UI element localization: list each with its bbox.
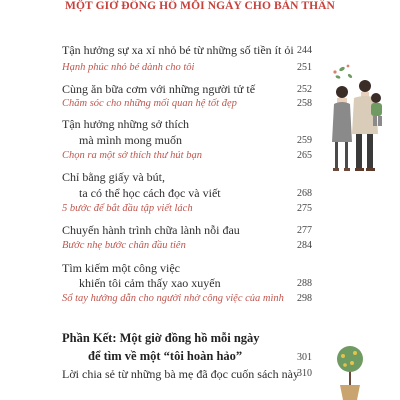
toc-page-number: 288 — [297, 278, 312, 289]
epilogue-title-continued[interactable]: để tìm về một “tôi hoàn hảo” — [88, 349, 243, 363]
woman-figure — [332, 86, 352, 171]
family-illustration — [322, 62, 392, 180]
toc-entry-subtitle[interactable]: Bước nhẹ bước chân đầu tiên — [62, 240, 186, 251]
toc-page-number: 265 — [297, 150, 312, 161]
page-header: MỘT GIỜ ĐỒNG HỒ MỖI NGÀY CHO BẢN THÂN — [65, 0, 335, 12]
flower-icon — [347, 65, 350, 68]
toc-entry-title-continued[interactable]: ta có thể học cách đọc và viết — [79, 186, 221, 200]
flower-icon — [333, 70, 336, 73]
toc-entry-title[interactable]: Cùng ăn bữa cơm với những người tử tế — [62, 82, 256, 96]
toc-page-number: 310 — [297, 368, 312, 379]
toc-entry-title[interactable]: Chuyến hành trình chữa lành nỗi đau — [62, 223, 240, 237]
toc-entry-subtitle[interactable]: 5 bước để bắt đầu tập viết lách — [62, 203, 193, 214]
toc-page-number: 259 — [297, 135, 312, 146]
fruit-icon — [343, 363, 347, 367]
toc-entry-title[interactable]: Tìm kiếm một công việc — [62, 261, 180, 275]
toc-entry-title[interactable]: Tận hưởng sự xa xỉ nhỏ bé từ những số tiền ít ỏi — [62, 43, 294, 57]
toc-page-number: 258 — [297, 98, 312, 109]
toc-entry-subtitle[interactable]: Chọn ra một sở thích thư hút bạn — [62, 150, 202, 161]
toc-page-number: 268 — [297, 188, 312, 199]
afterword-title[interactable]: Lời chia sẻ từ những bà mẹ đã đọc cuốn sách này — [62, 367, 299, 381]
foliage-icon — [337, 346, 363, 372]
pot-icon — [340, 385, 360, 400]
fruit-icon — [353, 351, 357, 355]
toc-page-number: 244 — [297, 45, 312, 56]
potted-plant-illustration — [330, 345, 370, 400]
fruit-icon — [341, 354, 345, 358]
fruit-icon — [350, 361, 354, 365]
toc-entry-title-continued[interactable]: mà mình mong muốn — [79, 133, 182, 147]
toc-entry-subtitle[interactable]: Chăm sóc cho những mối quan hệ tốt đẹp — [62, 98, 237, 109]
toc-page-number: 252 — [297, 84, 312, 95]
toc-entry-title[interactable]: Chỉ bằng giấy và bút, — [62, 170, 165, 184]
toc-entry-subtitle[interactable]: Sổ tay hướng dẫn cho người nhờ công việc của mình — [62, 293, 284, 304]
leaf-icon — [335, 66, 353, 79]
toc-page-number: 301 — [297, 352, 312, 363]
toc-entry-title-continued[interactable]: khiến tôi cảm thấy xao xuyến — [79, 276, 221, 290]
toc-page-number: 277 — [297, 225, 312, 236]
toc-page-number: 251 — [297, 62, 312, 73]
toc-entry-title[interactable]: Tận hưởng những sở thích — [62, 117, 190, 131]
toc-page-number: 275 — [297, 203, 312, 214]
toc-entry-subtitle[interactable]: Hạnh phúc nhỏ bé dành cho tôi — [62, 62, 195, 73]
toc-page-number: 298 — [297, 293, 312, 304]
toc-page-number: 284 — [297, 240, 312, 251]
epilogue-title[interactable]: Phần Kết: Một giờ đồng hồ mỗi ngày — [62, 331, 260, 345]
